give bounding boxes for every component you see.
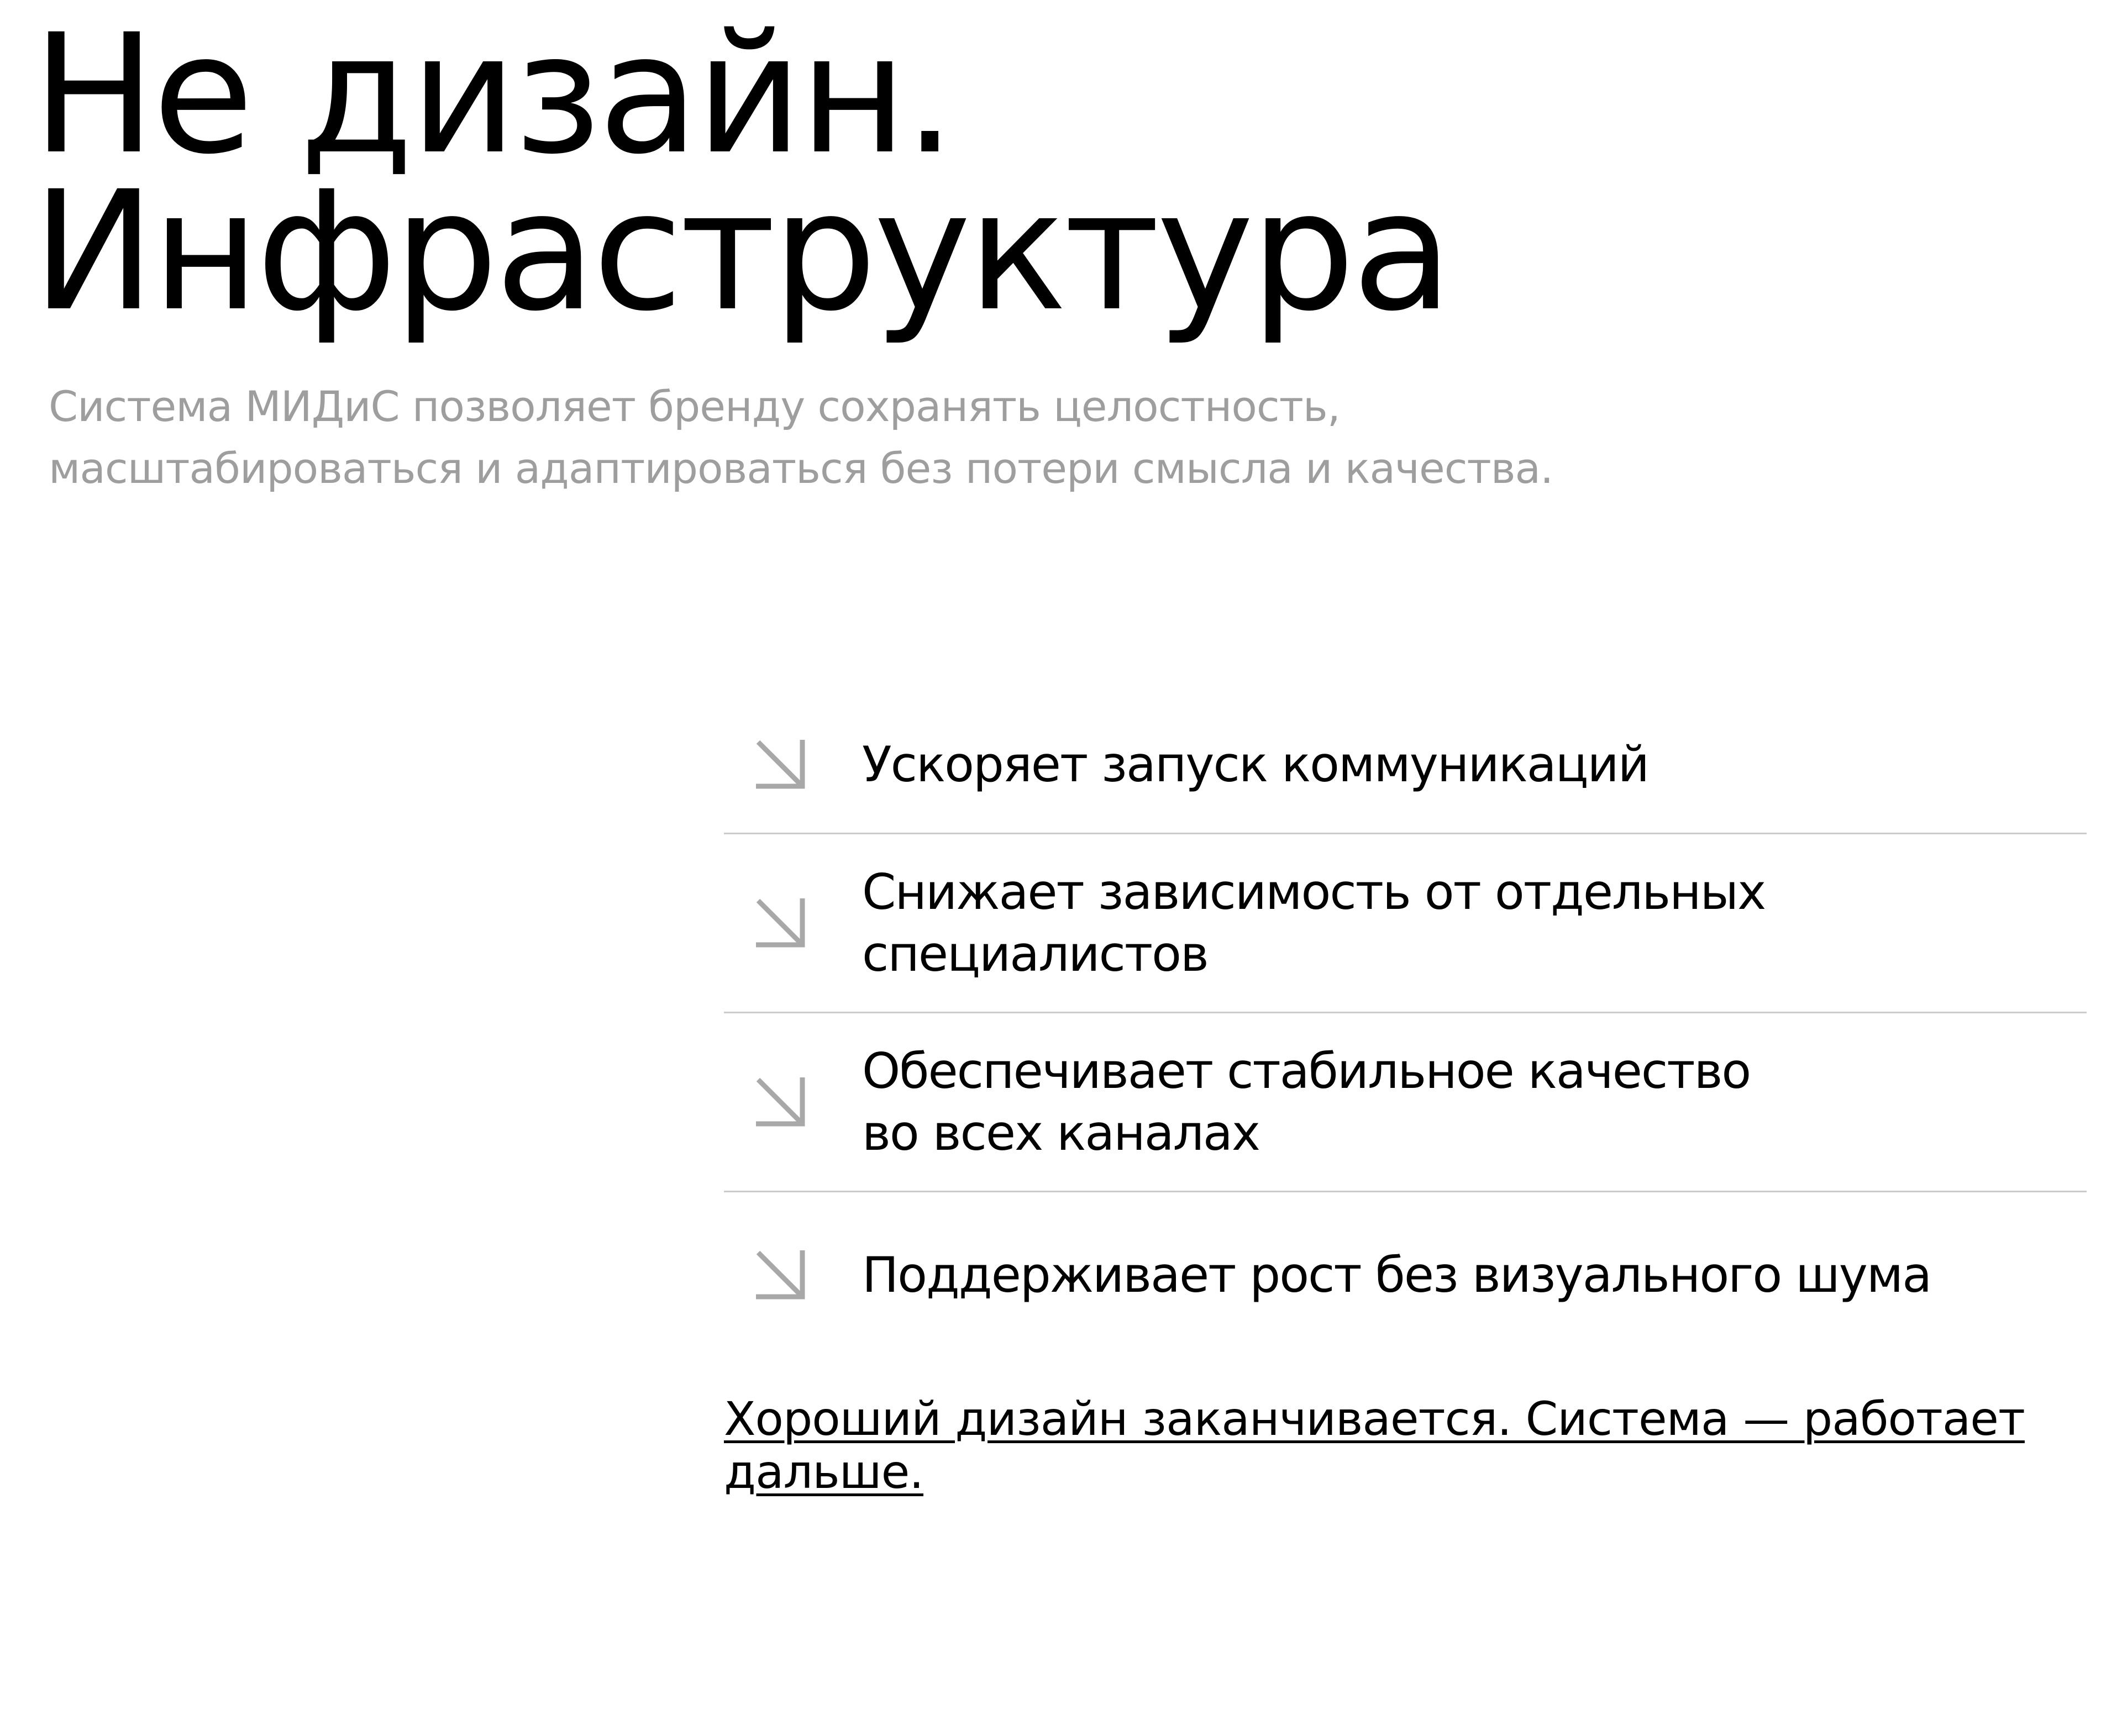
page-title-line-2: Инфраструктура xyxy=(32,156,1449,348)
feature-item-launch xyxy=(724,696,2087,834)
arrow-down-right-icon xyxy=(750,893,811,954)
feature-text-line: Ускоряет запуск коммуникаций xyxy=(862,735,1648,793)
arrow-down-right-icon xyxy=(750,1245,811,1306)
feature-item-dependency xyxy=(724,834,2087,1013)
feature-text-line: во всех каналах xyxy=(862,1104,1259,1161)
feature-text xyxy=(862,861,1765,985)
feature-text-line: Обеспечивает стабильное качество xyxy=(862,1042,1751,1100)
feature-text xyxy=(862,734,1648,796)
arrow-down-right-icon xyxy=(750,1072,811,1133)
page-title xyxy=(32,0,1449,348)
feature-text-line: Поддерживает рост без визуального шума xyxy=(862,1246,1931,1303)
footer-tagline-link[interactable]: Хороший дизайн заканчивается. Система — работает дальше. xyxy=(724,1392,2025,1499)
page-subtitle-line-1: Система МИДиС позволяет бренду сохранять целостность, xyxy=(49,382,1340,431)
feature-list xyxy=(724,696,2087,1358)
feature-text-line: специалистов xyxy=(862,925,1208,982)
feature-item-growth xyxy=(724,1192,2087,1358)
page-subtitle-line-2: масштабироваться и адаптироваться без потери смысла и качества. xyxy=(49,444,1553,493)
feature-text xyxy=(862,1040,1750,1164)
arrow-down-right-icon xyxy=(750,734,811,795)
page-subtitle xyxy=(49,376,1553,499)
page-title-line-1: Не дизайн. xyxy=(32,0,953,191)
feature-text xyxy=(862,1244,1931,1306)
feature-text-line: Снижает зависимость от отдельных xyxy=(862,863,1766,920)
feature-item-quality xyxy=(724,1013,2087,1192)
